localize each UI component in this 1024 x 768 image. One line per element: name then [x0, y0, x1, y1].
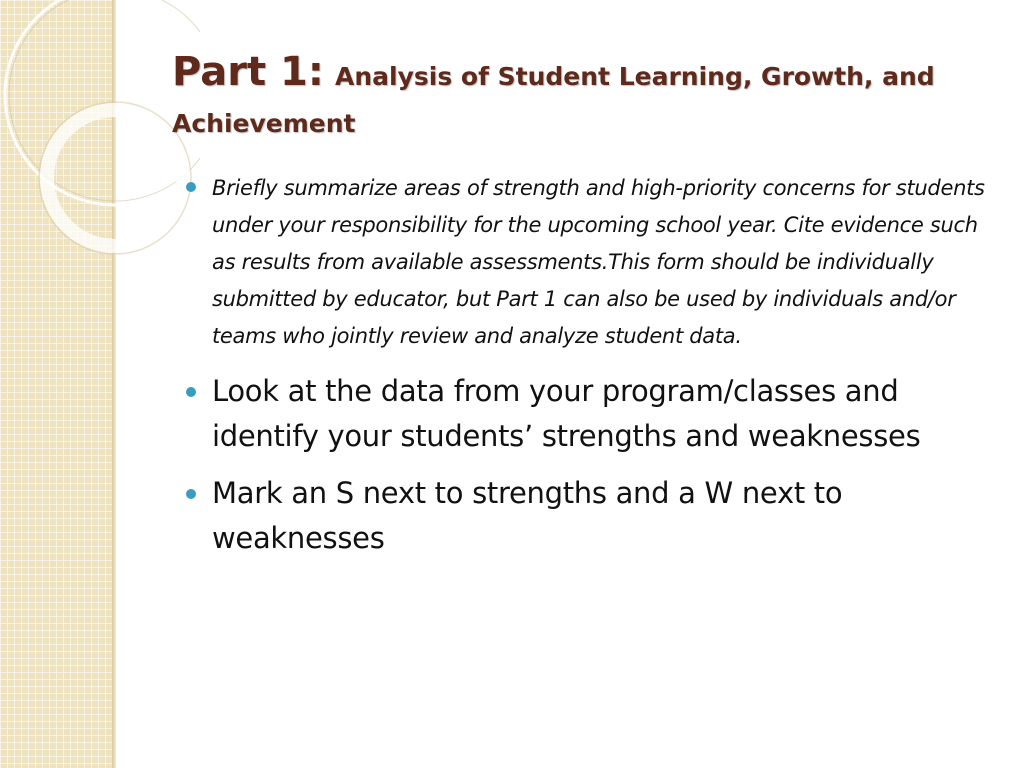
bullet-text: Look at the data from your program/classes and identify your students’ strengths and weaknesses — [212, 374, 921, 453]
bullet-dot-icon — [186, 182, 196, 192]
title-subtitle: Analysis of Student Learning, Growth, and Achievement — [172, 62, 935, 138]
list-item — [180, 170, 1000, 355]
list-item — [180, 369, 1000, 459]
bullet-dot-icon — [186, 489, 196, 499]
bullet-text: Briefly summarize areas of strength and high-priority concerns for students under your responsibility for the upcoming school year. Cite evidence such as results from available assessments.This form should be individually submitted by educator, but Part 1 can also be used by individuals and/or teams who jointly review and analyze student data. — [212, 176, 985, 348]
bullet-dot-icon — [186, 387, 196, 397]
slide-title — [172, 50, 992, 146]
title-main: Part 1: — [172, 49, 324, 95]
bullet-text: Mark an S next to strengths and a W next to weaknesses — [212, 476, 843, 555]
decorative-rings-icon — [0, 0, 200, 300]
list-item — [180, 471, 1000, 561]
bullet-list — [180, 170, 1000, 561]
